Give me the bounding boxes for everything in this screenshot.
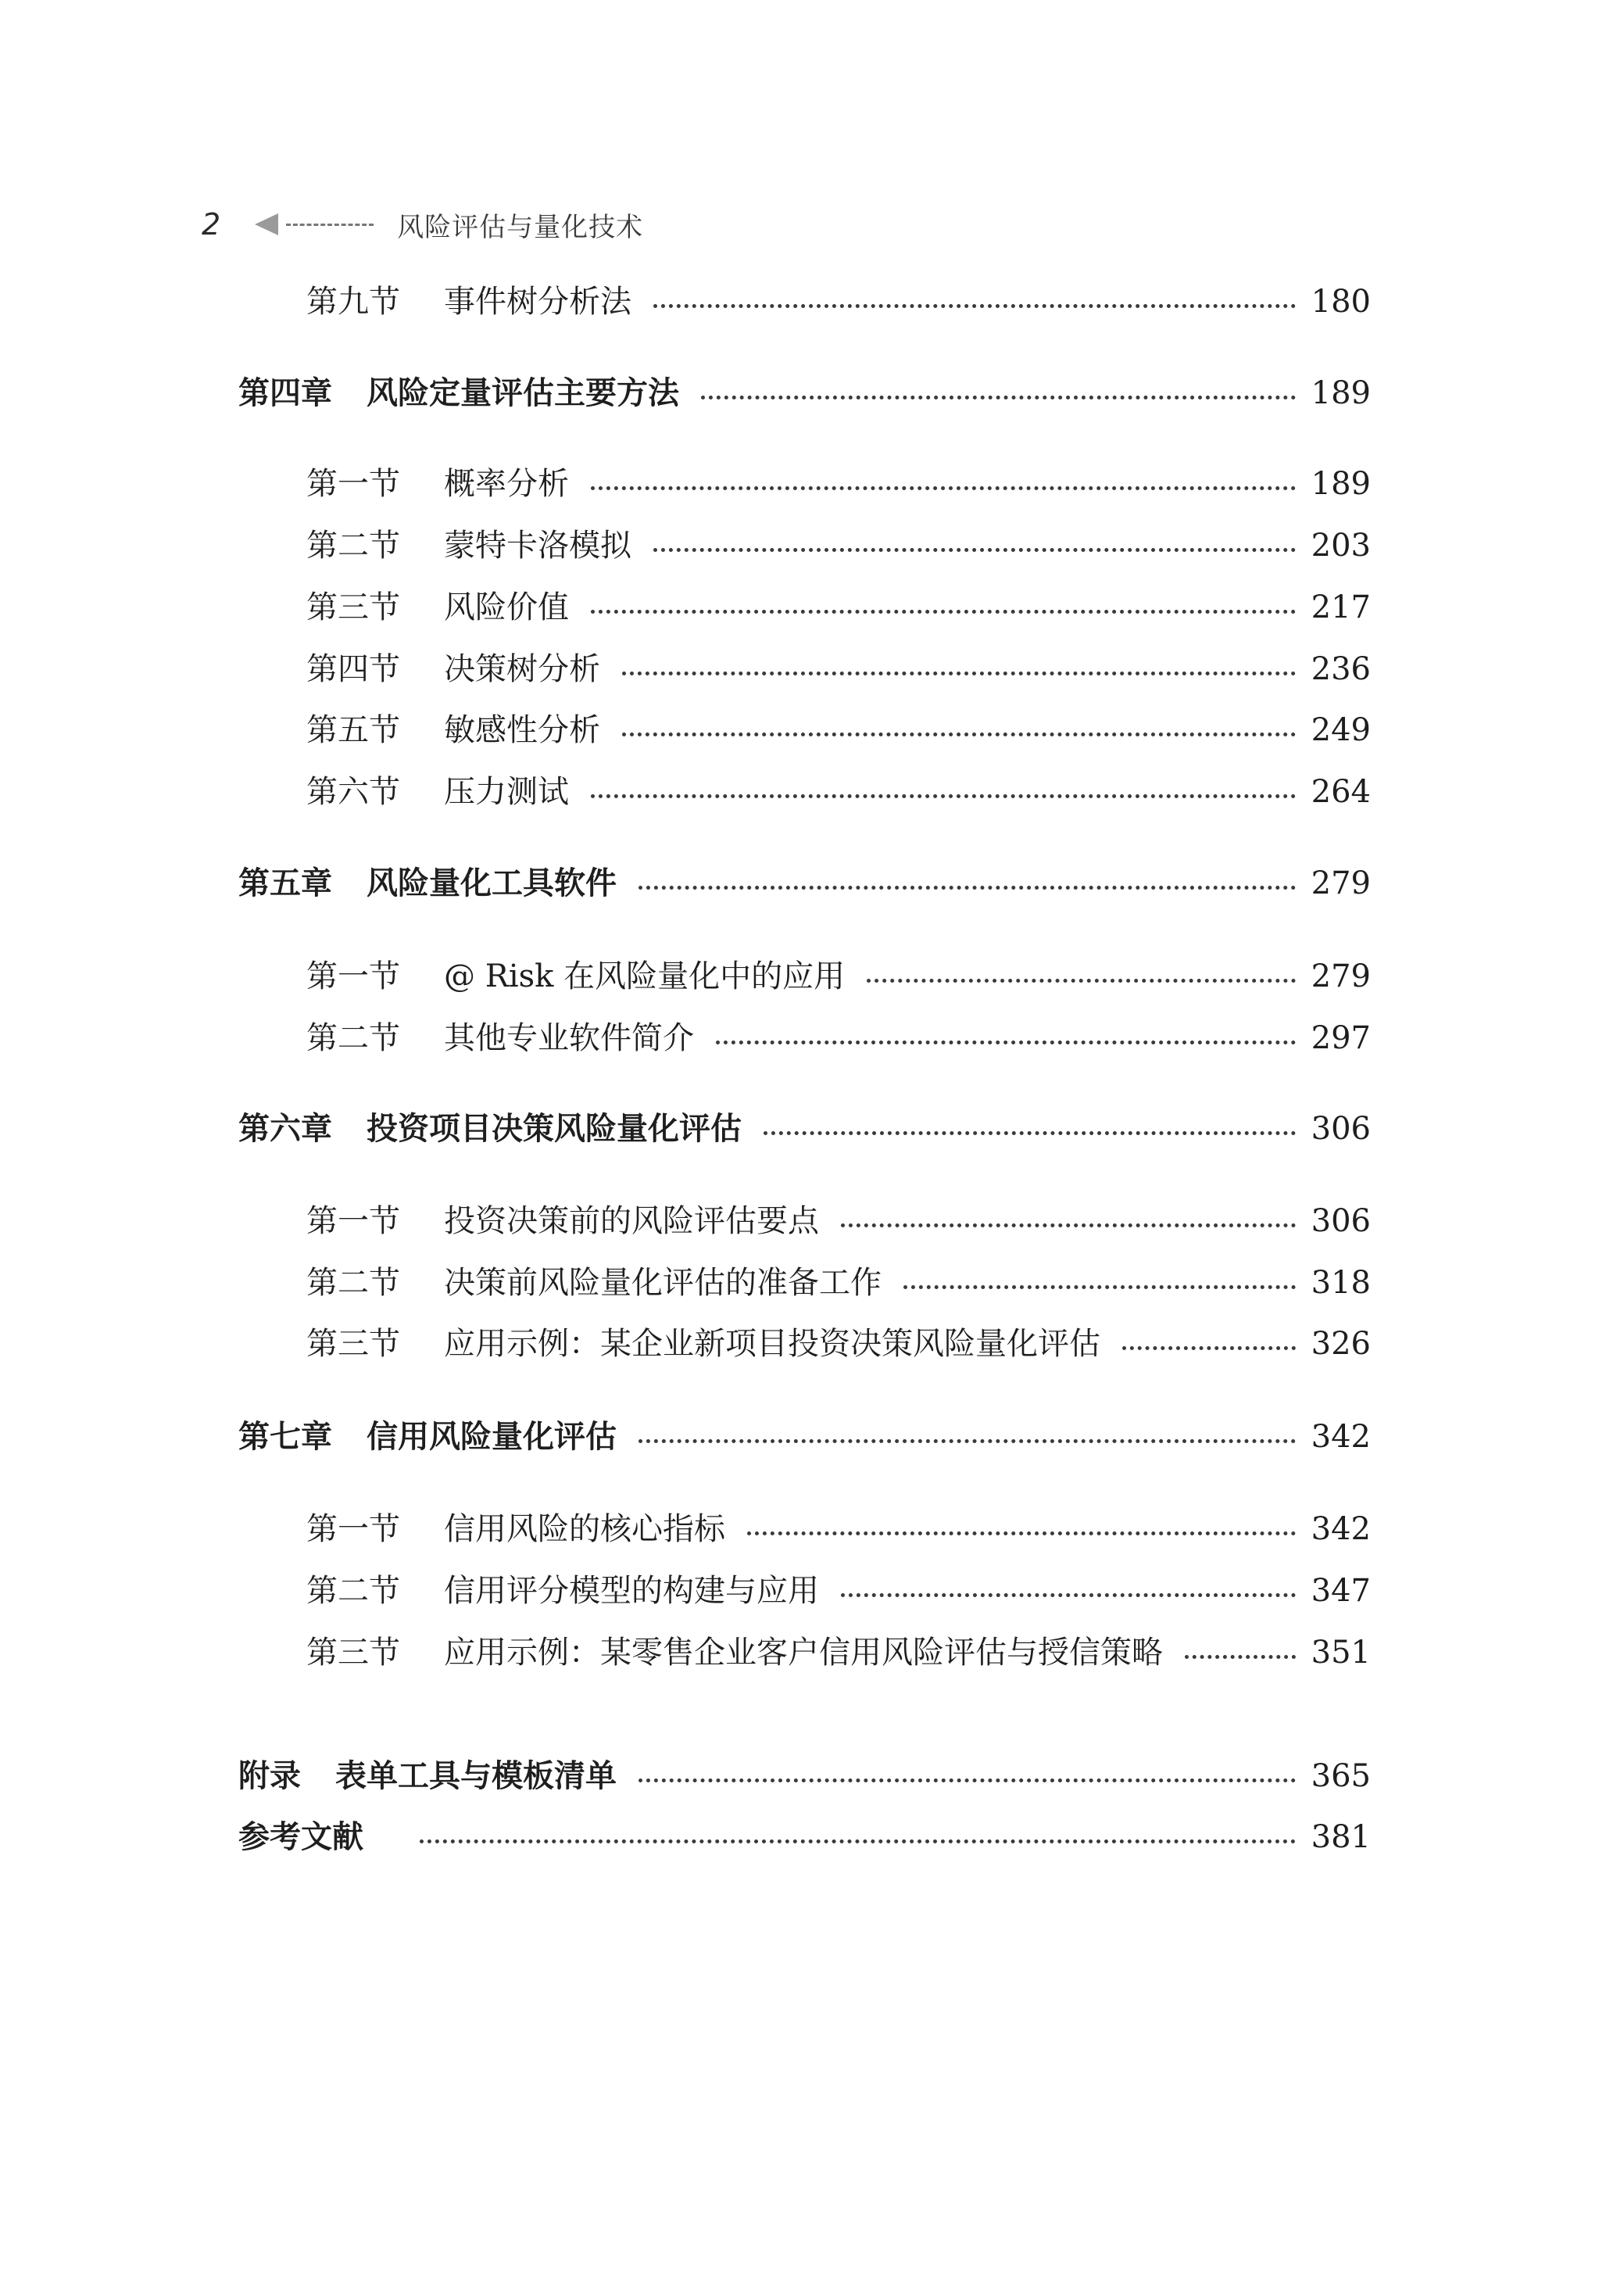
toc-entry-title: 蒙特卡洛模拟 [444,528,631,564]
toc-entry-label: 第六章 [238,1111,332,1147]
toc-entry-page: 249 [1311,712,1371,748]
toc-section-entry [306,1509,1371,1549]
toc-entry-title: 投资项目决策风险量化评估 [367,1111,742,1147]
toc-entry-page: 381 [1311,1819,1371,1855]
toc-entry-page: 217 [1311,589,1371,625]
toc-entry-page: 347 [1311,1573,1371,1609]
toc-section-entry [306,956,1371,997]
toc-entry-page: 318 [1311,1265,1371,1301]
dot-leader [747,1531,1296,1535]
toc-entry-label: 第九节 [306,284,400,320]
toc-section-entry [306,1201,1371,1241]
toc-entry-page: 180 [1311,284,1371,320]
dot-leader [653,548,1296,552]
toc-section-entry [306,281,1371,322]
toc-section-entry [306,649,1371,690]
toc-entry-page: 351 [1311,1635,1371,1671]
toc-chapter-entry [238,1417,1371,1457]
dot-leader [716,1041,1296,1044]
toc-section-entry [306,1018,1371,1058]
toc-entry-page: 342 [1311,1419,1371,1455]
toc-section-entry [306,1632,1371,1673]
toc-entry-title: 应用示例：某零售企业客户信用风险评估与授信策略 [444,1635,1163,1671]
toc-entry-page: 203 [1311,528,1371,564]
toc-entry-title: 敏感性分析 [444,712,600,748]
toc-entry-label: 第三节 [306,1326,400,1362]
toc-entry-title: @ Risk 在风险量化中的应用 [444,958,846,994]
toc-entry-label: 第一节 [306,958,400,994]
toc-entry-title: 应用示例：某企业新项目投资决策风险量化评估 [444,1326,1100,1362]
toc-entry-label: 第一节 [306,466,400,502]
toc-entry-page: 365 [1311,1758,1371,1794]
toc-section-entry [306,710,1371,750]
toc-entry-title: 投资决策前的风险评估要点 [444,1203,819,1239]
toc-entry-label: 参考文献 [238,1819,363,1855]
toc-entry-title: 压力测试 [444,774,569,810]
dot-leader [639,1439,1296,1443]
toc-entry-page: 306 [1311,1111,1371,1147]
page-number: 2 [202,207,221,242]
toc-chapter-entry [238,373,1371,414]
toc-appendix-entry [238,1756,1371,1796]
toc-entry-page: 189 [1311,466,1371,502]
toc-entry-page: 279 [1311,958,1371,994]
toc-section-entry [306,1324,1371,1364]
toc-entry-title: 决策树分析 [444,651,600,687]
dot-leader [622,672,1296,675]
toc-entry-title: 信用风险量化评估 [367,1419,617,1455]
dot-leader [591,486,1296,490]
toc-entry-title: 信用风险的核心指标 [444,1511,725,1547]
toc-chapter-entry [238,1109,1371,1149]
toc-entry-page: 306 [1311,1203,1371,1239]
dot-leader [764,1131,1296,1135]
toc-entry-page: 236 [1311,651,1371,687]
toc-entry-title: 决策前风险量化评估的准备工作 [444,1265,882,1301]
toc-entry-label: 第七章 [238,1419,332,1455]
toc-section-entry [306,464,1371,504]
toc-entry-title: 风险定量评估主要方法 [367,375,679,411]
toc-entry-title: 表单工具与模板清单 [335,1758,617,1794]
running-title: 风险评估与量化技术 [397,211,644,243]
toc-entry-page: 189 [1311,375,1371,411]
dot-leader [867,979,1296,983]
toc-entry-title: 风险量化工具软件 [367,865,617,901]
toc-entry-title: 概率分析 [444,466,569,502]
toc-entry-label: 附录 [238,1758,301,1794]
toc-section-entry [306,1263,1371,1303]
dot-leader [622,733,1296,736]
toc-entry-label: 第五章 [238,865,332,901]
toc-entry-page: 279 [1311,865,1371,901]
toc-section-entry [306,772,1371,812]
toc-entry-label: 第四章 [238,375,332,411]
dot-leader [903,1285,1296,1289]
toc-entry-page: 326 [1311,1326,1371,1362]
toc-section-entry [306,587,1371,628]
toc-entry-label: 第四节 [306,651,400,687]
toc-entry-label: 第三节 [306,1635,400,1671]
toc-entry-label: 第二节 [306,1573,400,1609]
toc-section-entry [306,525,1371,566]
dot-leader [639,1778,1296,1782]
dot-leader [591,610,1296,614]
toc-entry-label: 第一节 [306,1203,400,1239]
dot-leader [420,1839,1296,1843]
toc-entry-label: 第二节 [306,1265,400,1301]
dot-leader [591,794,1296,798]
toc-entry-page: 264 [1311,774,1371,810]
toc-entry-page: 297 [1311,1020,1371,1056]
dot-leader [841,1223,1296,1227]
toc-entry-label: 第一节 [306,1511,400,1547]
toc-entry-label: 第二节 [306,528,400,564]
toc-entry-label: 第五节 [306,712,400,748]
toc-entry-page: 342 [1311,1511,1371,1547]
toc-section-entry [306,1571,1371,1611]
toc-entry-label: 第六节 [306,774,400,810]
toc-entry-title: 信用评分模型的构建与应用 [444,1573,819,1609]
dot-leader [841,1593,1296,1597]
toc-entry-title: 其他专业软件简介 [444,1020,694,1056]
toc-entry-label: 第二节 [306,1020,400,1056]
dot-leader [1122,1346,1296,1350]
dot-leader [639,886,1296,890]
toc-appendix-entry [238,1817,1371,1857]
toc-entry-label: 第三节 [306,589,400,625]
toc-entry-title: 风险价值 [444,589,569,625]
dot-leader [653,304,1296,308]
toc-entry-title: 事件树分析法 [444,284,631,320]
dot-leader [701,396,1296,399]
toc-chapter-entry [238,863,1371,904]
dot-leader [1185,1655,1296,1659]
